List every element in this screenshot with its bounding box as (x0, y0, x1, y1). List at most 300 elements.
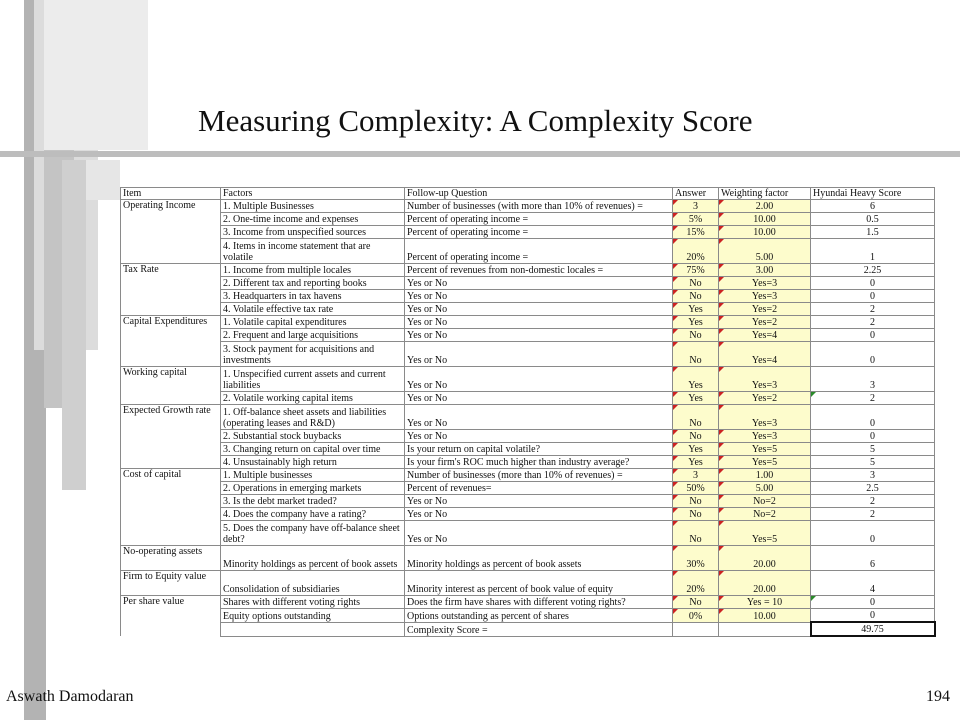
weight-cell (719, 367, 811, 392)
comment-marker-icon (673, 596, 678, 601)
answer-cell (673, 239, 719, 264)
question-cell-text: Is your firm's ROC much higher than industry average? (407, 457, 630, 468)
weight-cell (719, 495, 811, 508)
answer-cell-text: No (689, 534, 702, 545)
question-cell (405, 456, 673, 469)
weight-cell-text: Yes=3 (751, 380, 778, 391)
score-cell-text: 4 (870, 584, 875, 595)
score-cell-text: 3 (870, 380, 875, 391)
question-cell-text: Yes or No (407, 534, 448, 545)
answer-cell (673, 508, 719, 521)
comment-marker-icon (673, 571, 678, 576)
question-cell-text: Percent of revenues= (407, 483, 492, 494)
answer-cell-text: 30% (686, 559, 705, 570)
score-cell (811, 596, 935, 609)
item-cell (121, 290, 221, 303)
question-cell-text: Minority holdings as percent of book assets (407, 559, 582, 570)
weight-cell (719, 303, 811, 316)
comment-marker-icon (719, 521, 724, 526)
score-cell-text: 2 (870, 393, 875, 404)
header-question: Follow-up Question (405, 188, 673, 200)
factor-cell (221, 609, 405, 623)
score-cell (811, 508, 935, 521)
table-row (121, 443, 935, 456)
weight-cell-text: Yes=3 (751, 431, 778, 442)
comment-marker-icon (719, 367, 724, 372)
question-cell-text: Percent of operating income = (407, 214, 529, 225)
comment-marker-icon (673, 342, 678, 347)
comment-marker-icon (719, 239, 724, 244)
score-cell-text: 1 (870, 252, 875, 263)
question-cell-text: Percent of operating income = (407, 227, 529, 238)
score-cell-text: 6 (870, 559, 875, 570)
table-row (121, 367, 935, 392)
factor-cell (221, 430, 405, 443)
weight-cell-text: No=2 (753, 509, 776, 520)
score-cell-text: 0 (870, 431, 875, 442)
comment-marker-icon (673, 316, 678, 321)
item-cell (121, 342, 221, 367)
weight-cell (719, 329, 811, 342)
score-table (120, 187, 936, 637)
answer-cell-text: 0% (688, 610, 703, 622)
answer-cell-text: No (689, 278, 702, 289)
weight-cell (719, 277, 811, 290)
weight-cell (719, 264, 811, 277)
question-cell-text: Number of businesses (with more than 10% of revenues) = (407, 201, 643, 212)
score-cell-text: 2 (870, 317, 875, 328)
weight-cell-text: 20.00 (753, 559, 776, 570)
score-cell (811, 609, 935, 623)
question-cell (405, 290, 673, 303)
weight-cell-text: Yes=3 (751, 418, 778, 429)
table-row (121, 342, 935, 367)
factor-cell-text: 1. Unspecified current assets and current liabilities (223, 369, 386, 391)
question-cell-text: Does the firm have shares with different voting rights? (407, 597, 626, 608)
answer-cell (673, 443, 719, 456)
comment-marker-icon (719, 469, 724, 474)
table-row (121, 303, 935, 316)
question-cell (405, 443, 673, 456)
comment-marker-icon (673, 443, 678, 448)
question-cell (405, 329, 673, 342)
score-cell-text: 0 (870, 330, 875, 341)
question-cell (405, 213, 673, 226)
item-cell (121, 443, 221, 456)
table-row (121, 571, 935, 596)
score-cell (811, 482, 935, 495)
comment-marker-icon (673, 495, 678, 500)
comment-marker-icon (673, 609, 678, 614)
factor-cell (221, 367, 405, 392)
score-cell-text: 2.5 (866, 483, 879, 494)
comment-marker-icon (673, 508, 678, 513)
answer-cell (673, 571, 719, 596)
question-cell (405, 430, 673, 443)
answer-cell-text: No (689, 431, 702, 442)
table-row (121, 495, 935, 508)
answer-cell (673, 290, 719, 303)
factor-cell-text: 5. Does the company have off-balance sheet debt? (223, 523, 400, 545)
item-cell (121, 521, 221, 546)
table-row (121, 430, 935, 443)
score-cell-text: 0 (870, 355, 875, 366)
table-row (121, 264, 935, 277)
factor-cell-text: 2. Operations in emerging markets (223, 483, 362, 494)
factor-cell (221, 316, 405, 329)
item-cell (121, 367, 221, 392)
weight-cell-text: 20.00 (753, 584, 776, 595)
question-cell (405, 277, 673, 290)
answer-cell (673, 596, 719, 609)
score-cell (811, 277, 935, 290)
weight-cell (719, 456, 811, 469)
answer-cell (673, 482, 719, 495)
slide-title: Measuring Complexity: A Complexity Score (198, 103, 753, 138)
comment-marker-icon (719, 290, 724, 295)
score-cell (811, 329, 935, 342)
answer-cell (673, 277, 719, 290)
weight-cell-text: Yes=4 (751, 330, 778, 341)
factor-cell-text: 1. Multiple Businesses (223, 201, 314, 212)
question-cell (405, 316, 673, 329)
question-cell-text: Yes or No (407, 496, 448, 507)
item-cell-text: Capital Expenditures (123, 316, 208, 327)
item-cell (121, 609, 221, 623)
answer-cell-text: 20% (686, 252, 705, 263)
item-cell (121, 264, 221, 277)
decor-bar (86, 160, 120, 200)
score-cell-text: 1.5 (866, 227, 879, 238)
item-cell (121, 303, 221, 316)
weight-cell-text: Yes=4 (751, 355, 778, 366)
score-cell-text: 0.5 (866, 214, 879, 225)
answer-cell-text: Yes (688, 393, 703, 404)
answer-cell-text: Yes (688, 304, 703, 315)
score-cell (811, 521, 935, 546)
item-cell (121, 213, 221, 226)
weight-cell-text: Yes=2 (751, 393, 778, 404)
answer-cell (673, 342, 719, 367)
comment-marker-icon (719, 430, 724, 435)
comment-marker-icon (673, 200, 678, 205)
factor-cell-text: 2. Substantial stock buybacks (223, 431, 342, 442)
item-cell (121, 405, 221, 430)
weight-cell-text: 10.00 (753, 214, 776, 225)
score-cell-text: 2 (870, 304, 875, 315)
score-cell (811, 367, 935, 392)
item-cell-text: Operating Income (123, 200, 196, 211)
total-score: 49.75 (811, 622, 935, 636)
comment-marker-icon (719, 495, 724, 500)
item-cell-text: Expected Growth rate (123, 405, 211, 416)
comment-marker-icon (719, 316, 724, 321)
table-row (121, 609, 935, 623)
question-cell (405, 495, 673, 508)
weight-cell-text: Yes=3 (751, 278, 778, 289)
blank-cell (121, 622, 221, 636)
factor-cell (221, 392, 405, 405)
answer-cell (673, 264, 719, 277)
factor-cell-text: Equity options outstanding (223, 610, 331, 622)
answer-cell (673, 469, 719, 482)
weight-cell (719, 521, 811, 546)
score-cell-text: 2.25 (863, 265, 882, 276)
comment-marker-icon (719, 405, 724, 410)
answer-cell-text: 75% (686, 265, 705, 276)
comment-marker-icon (719, 226, 724, 231)
question-cell (405, 571, 673, 596)
header-answer: Answer (673, 188, 719, 200)
score-cell (811, 239, 935, 264)
weight-cell-text: Yes=5 (751, 457, 778, 468)
item-cell (121, 482, 221, 495)
question-cell-text: Yes or No (407, 317, 448, 328)
score-cell (811, 546, 935, 571)
score-cell-text: 3 (870, 470, 875, 481)
comment-marker-icon (719, 443, 724, 448)
score-cell-text: 0 (870, 534, 875, 545)
score-cell (811, 571, 935, 596)
weight-cell (719, 571, 811, 596)
question-cell (405, 521, 673, 546)
table-row (121, 200, 935, 213)
item-cell (121, 508, 221, 521)
score-cell (811, 443, 935, 456)
comment-marker-icon (719, 571, 724, 576)
table-row (121, 469, 935, 482)
item-cell (121, 316, 221, 329)
question-cell-text: Yes or No (407, 355, 448, 366)
answer-cell (673, 303, 719, 316)
weight-cell (719, 482, 811, 495)
answer-cell-text: 3 (693, 201, 698, 212)
score-cell-text: 6 (870, 201, 875, 212)
answer-cell-text: No (689, 509, 702, 520)
item-cell (121, 277, 221, 290)
weight-cell (719, 546, 811, 571)
question-cell-text: Percent of revenues from non-domestic locales = (407, 265, 604, 276)
comment-marker-icon (719, 342, 724, 347)
weight-cell-text: Yes=2 (751, 317, 778, 328)
comment-marker-icon (673, 239, 678, 244)
weight-cell (719, 609, 811, 623)
comment-marker-icon (673, 277, 678, 282)
comment-marker-icon (719, 392, 724, 397)
comment-marker-icon (719, 200, 724, 205)
weight-cell-text: Yes=3 (751, 291, 778, 302)
weight-cell (719, 342, 811, 367)
factor-cell (221, 508, 405, 521)
answer-cell-text: 50% (686, 483, 705, 494)
item-cell-text: Tax Rate (123, 264, 159, 275)
factor-cell (221, 290, 405, 303)
item-cell (121, 329, 221, 342)
question-cell (405, 405, 673, 430)
factor-cell-text: 4. Unsustainably high return (223, 457, 337, 468)
comment-marker-icon (673, 290, 678, 295)
factor-cell-text: 1. Multiple businesses (223, 470, 313, 481)
weight-cell (719, 290, 811, 303)
table-row (121, 596, 935, 609)
answer-cell-text: 3 (693, 470, 698, 481)
factor-cell-text: 3. Stock payment for acquisitions and investments (223, 344, 375, 366)
factor-cell (221, 264, 405, 277)
factor-cell-text: 2. Frequent and large acquisitions (223, 330, 359, 341)
table-row (121, 482, 935, 495)
score-cell-text: 0 (870, 597, 875, 608)
factor-cell-text: 1. Volatile capital expenditures (223, 317, 347, 328)
comment-marker-icon (719, 609, 724, 614)
score-cell (811, 303, 935, 316)
answer-cell (673, 316, 719, 329)
factor-cell-text: 2. Different tax and reporting books (223, 278, 367, 289)
table-row (121, 521, 935, 546)
factor-cell (221, 226, 405, 239)
answer-cell-text: No (689, 355, 702, 366)
complexity-table (120, 187, 934, 636)
comment-marker-icon (719, 329, 724, 334)
comment-marker-icon (719, 508, 724, 513)
factor-cell (221, 239, 405, 264)
answer-cell-text: Yes (688, 380, 703, 391)
factor-cell-text: 3. Changing return on capital over time (223, 444, 381, 455)
question-cell (405, 226, 673, 239)
question-cell-text: Minority interest as percent of book value of equity (407, 584, 614, 595)
factor-cell (221, 495, 405, 508)
factor-cell (221, 443, 405, 456)
score-cell-text: 2 (870, 509, 875, 520)
table-row (121, 213, 935, 226)
score-cell (811, 200, 935, 213)
question-cell-text: Yes or No (407, 431, 448, 442)
answer-cell (673, 226, 719, 239)
item-cell (121, 596, 221, 609)
factor-cell (221, 546, 405, 571)
question-cell-text: Yes or No (407, 393, 448, 404)
table-row (121, 508, 935, 521)
item-cell-text: Cost of capital (123, 469, 182, 480)
weight-cell-text: No=2 (753, 496, 776, 507)
total-row (121, 622, 935, 636)
answer-cell-text: 5% (688, 214, 703, 225)
answer-cell (673, 456, 719, 469)
score-cell-text: 0 (870, 610, 875, 621)
header-item: Item (121, 188, 221, 200)
answer-cell (673, 392, 719, 405)
score-cell (811, 316, 935, 329)
question-cell-text: Yes or No (407, 278, 448, 289)
factor-cell-text: 4. Volatile effective tax rate (223, 304, 334, 315)
question-cell-text: Yes or No (407, 330, 448, 341)
comment-marker-icon (719, 596, 724, 601)
comment-marker-icon (811, 392, 816, 397)
question-cell-text: Options outstanding as percent of shares (407, 610, 569, 622)
answer-cell-text: 15% (686, 227, 705, 238)
question-cell-text: Yes or No (407, 509, 448, 520)
header-weight: Weighting factor (719, 188, 811, 200)
score-cell-text: 5 (870, 444, 875, 455)
factor-cell (221, 571, 405, 596)
score-cell (811, 342, 935, 367)
answer-cell-text: Yes (688, 444, 703, 455)
score-cell (811, 226, 935, 239)
item-cell (121, 456, 221, 469)
question-cell (405, 392, 673, 405)
factor-cell (221, 456, 405, 469)
weight-cell-text: 2.00 (755, 201, 774, 212)
item-cell (121, 226, 221, 239)
answer-cell-text: No (689, 597, 702, 608)
weight-cell-text: Yes = 10 (746, 597, 783, 608)
factor-cell-text: 2. Volatile working capital items (223, 393, 353, 404)
comment-marker-icon (673, 213, 678, 218)
question-cell-text: Is your return on capital volatile? (407, 444, 541, 455)
comment-marker-icon (673, 405, 678, 410)
score-cell (811, 290, 935, 303)
factor-cell-text: 3. Headquarters in tax havens (223, 291, 342, 302)
weight-cell (719, 392, 811, 405)
question-cell (405, 469, 673, 482)
factor-cell (221, 521, 405, 546)
answer-cell-text: Yes (688, 317, 703, 328)
factor-cell (221, 200, 405, 213)
answer-cell (673, 521, 719, 546)
comment-marker-icon (719, 456, 724, 461)
question-cell (405, 367, 673, 392)
answer-cell (673, 430, 719, 443)
answer-cell (673, 367, 719, 392)
weight-cell-text: 5.00 (755, 252, 774, 263)
item-cell (121, 239, 221, 264)
comment-marker-icon (673, 469, 678, 474)
comment-marker-icon (673, 482, 678, 487)
question-cell (405, 303, 673, 316)
answer-cell-text: No (689, 496, 702, 507)
factor-cell (221, 342, 405, 367)
answer-cell-text: No (689, 418, 702, 429)
table-body (121, 200, 935, 637)
question-cell (405, 200, 673, 213)
comment-marker-icon (673, 226, 678, 231)
table-row (121, 226, 935, 239)
weight-cell (719, 596, 811, 609)
table-row (121, 546, 935, 571)
footer-author: Aswath Damodaran (6, 688, 134, 705)
item-cell (121, 571, 221, 596)
factor-cell-text: 1. Off-balance sheet assets and liabilities (operating leases and R&D) (223, 407, 387, 429)
score-cell-text: 2 (870, 496, 875, 507)
question-cell-text: Yes or No (407, 418, 448, 429)
header-score: Hyundai Heavy Score (811, 188, 935, 200)
score-cell (811, 495, 935, 508)
item-cell (121, 430, 221, 443)
answer-cell-text: 20% (686, 584, 705, 595)
question-cell-text: Yes or No (407, 380, 448, 391)
table-row (121, 316, 935, 329)
question-cell-text: Yes or No (407, 291, 448, 302)
weight-cell (719, 508, 811, 521)
comment-marker-icon (673, 430, 678, 435)
comment-marker-icon (719, 546, 724, 551)
answer-cell-text: Yes (688, 457, 703, 468)
factor-cell-text: Minority holdings as percent of book assets (223, 559, 398, 570)
table-row (121, 239, 935, 264)
weight-cell-text: Yes=5 (751, 444, 778, 455)
score-cell-text: 5 (870, 457, 875, 468)
question-cell-text: Percent of operating income = (407, 252, 529, 263)
weight-cell (719, 226, 811, 239)
